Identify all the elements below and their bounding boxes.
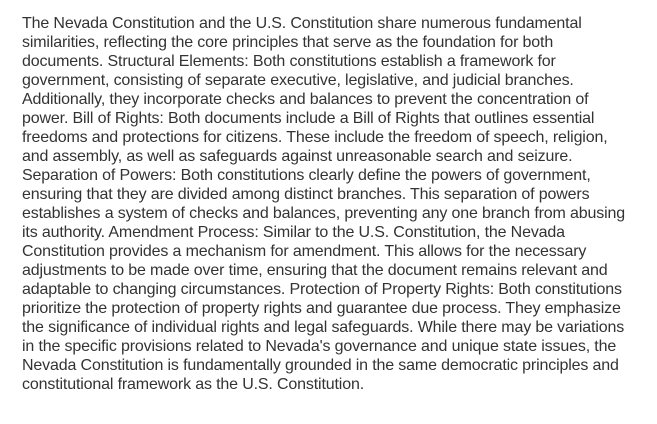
text-line: in the specific provisions related to Nevada's governance and unique state issues, the <box>22 338 617 355</box>
text-line: Constitution provides a mechanism for amendment. This allows for the necessary <box>22 243 587 260</box>
text-line: similarities, reflecting the core principles that serve as the foundation for both <box>22 34 554 51</box>
text-line: power. Bill of Rights: Both documents include a Bill of Rights that outlines essential <box>22 110 595 127</box>
text-line: Separation of Powers: Both constitutions clearly define the powers of government, <box>22 167 591 184</box>
text-line: and assembly, as well as safeguards against unreasonable search and seizure. <box>22 148 573 165</box>
text-line: Additionally, they incorporate checks and balances to prevent the concentration of <box>22 91 589 108</box>
text-line: Nevada Constitution is fundamentally grounded in the same democratic principles and <box>22 357 619 374</box>
document-body <box>22 14 647 394</box>
text-line: constitutional framework as the U.S. Constitution. <box>22 376 364 393</box>
text-line: prioritize the protection of property rights and guarantee due process. They emphasize <box>22 300 621 317</box>
text-line: government, consisting of separate executive, legislative, and judicial branches. <box>22 72 574 89</box>
text-line: adjustments to be made over time, ensuring that the document remains relevant and <box>22 262 608 279</box>
text-line: the significance of individual rights and legal safeguards. While there may be variations <box>22 319 625 336</box>
text-line: ensuring that they are divided among distinct branches. This separation of powers <box>22 186 590 203</box>
text-line: adaptable to changing circumstances. Protection of Property Rights: Both constitutions <box>22 281 622 298</box>
text-line: The Nevada Constitution and the U.S. Constitution share numerous fundamental <box>22 15 582 32</box>
text-line: documents. Structural Elements: Both constitutions establish a framework for <box>22 53 556 70</box>
text-line: its authority. Amendment Process: Similar to the U.S. Constitution, the Nevada <box>22 224 565 241</box>
text-line: freedoms and protections for citizens. These include the freedom of speech, religion, <box>22 129 608 146</box>
text-line: establishes a system of checks and balances, preventing any one branch from abusing <box>22 205 626 222</box>
